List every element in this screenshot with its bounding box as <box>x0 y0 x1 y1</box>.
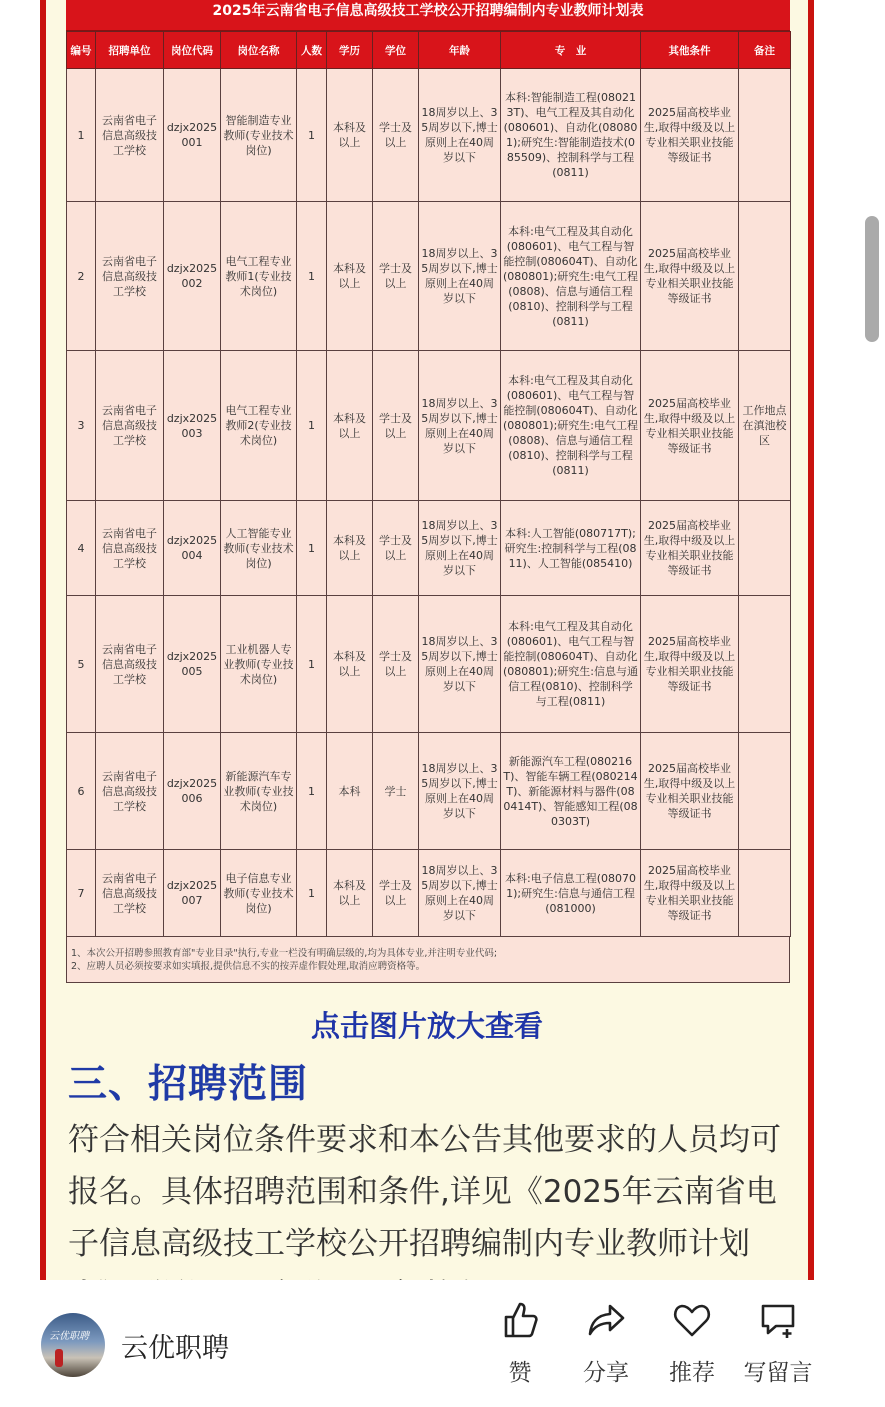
table-cell: 1 <box>297 69 327 202</box>
table-cell: 本科 <box>327 733 373 850</box>
table-cell: 本科及以上 <box>327 351 373 501</box>
share-arrow-icon <box>584 1298 628 1342</box>
table-cell: 本科及以上 <box>327 69 373 202</box>
table-cell: dzjx2025007 <box>164 850 221 937</box>
table-cell: 7 <box>67 850 96 937</box>
table-cell: 2 <box>67 202 96 351</box>
header-cell: 其他条件 <box>641 32 739 69</box>
table-cell: 1 <box>297 850 327 937</box>
table-cell: 工业机器人专业教师(专业技术岗位) <box>221 596 297 733</box>
table-cell: 云南省电子信息高级技工学校 <box>96 733 164 850</box>
table-cell: 本科:电气工程及其自动化(080601)、电气工程与智能控制(080604T)、自动化(080801);研究生:电气工程(0808)、信息与通信工程(0810)、控制科学与工程(0811) <box>501 351 641 501</box>
article-image-frame <box>40 0 814 1280</box>
table-cell: 工作地点在滇池校区 <box>739 351 791 501</box>
header-cell: 编号 <box>67 32 96 69</box>
table-note: 1、本次公开招聘参照教育部"专业目录"执行,专业一栏没有明确层级的,均为具体专业,并注明专业代码; <box>71 948 498 959</box>
like-button[interactable] <box>482 1298 558 1387</box>
table-cell: 18周岁以上、35周岁以下,博士原则上在40周岁以下 <box>419 351 501 501</box>
table-cell: dzjx2025005 <box>164 596 221 733</box>
table-cell: 人工智能专业教师(专业技术岗位) <box>221 501 297 596</box>
header-cell: 招聘单位 <box>96 32 164 69</box>
table-cell: 本科及以上 <box>327 202 373 351</box>
table-cell: 2025届高校毕业生,取得中级及以上专业相关职业技能等级证书 <box>641 69 739 202</box>
table-cell: 云南省电子信息高级技工学校 <box>96 351 164 501</box>
table-cell: 本科:电子信息工程(080701);研究生:信息与通信工程(081000) <box>501 850 641 937</box>
table-cell: 电子信息专业教师(专业技术岗位) <box>221 850 297 937</box>
heart-icon <box>670 1298 714 1342</box>
table-cell: 本科:智能制造工程(080213T)、电气工程及其自动化(080601)、自动化(080801);研究生:智能制造技术(085509)、控制科学与工程(0811) <box>501 69 641 202</box>
table-note: 2、应聘人员必须按要求如实填报,提供信息不实的按弄虚作假处理,取消应聘资格等。 <box>71 961 426 972</box>
table-cell: 电气工程专业教师1(专业技术岗位) <box>221 202 297 351</box>
table-cell: 1 <box>297 596 327 733</box>
share-button[interactable] <box>568 1298 644 1387</box>
table-cell: 2025届高校毕业生,取得中级及以上专业相关职业技能等级证书 <box>641 733 739 850</box>
table-row <box>67 850 791 937</box>
header-cell: 学位 <box>373 32 419 69</box>
table-cell: 2025届高校毕业生,取得中级及以上专业相关职业技能等级证书 <box>641 351 739 501</box>
table-title: 2025年云南省电子信息高级技工学校公开招聘编制内专业教师计划表 <box>66 0 790 31</box>
article-content <box>46 0 808 1280</box>
header-cell: 学历 <box>327 32 373 69</box>
scrollbar-thumb[interactable] <box>865 216 879 342</box>
table-cell: dzjx2025006 <box>164 733 221 850</box>
table-cell: 1 <box>297 202 327 351</box>
table-cell: 1 <box>67 69 96 202</box>
recruitment-table-image[interactable] <box>66 0 790 983</box>
table-cell: 学士及以上 <box>373 850 419 937</box>
table-cell: 18周岁以上、35周岁以下,博士原则上在40周岁以下 <box>419 733 501 850</box>
avatar-logo-text: 云优职聘 <box>49 1331 89 1342</box>
section-paragraph: 符合相关岗位条件要求和本公告其他要求的人员均可报名。具体招聘范围和条件,详见《2025年云南省电子信息高级技工学校公开招聘编制内专业教师计划 <box>68 1122 781 1262</box>
table-cell: 学士及以上 <box>373 501 419 596</box>
header-cell: 专 业 <box>501 32 641 69</box>
account-name[interactable]: 云优职聘 <box>121 1333 229 1364</box>
table-cell: 2025届高校毕业生,取得中级及以上专业相关职业技能等级证书 <box>641 202 739 351</box>
table-cell: 云南省电子信息高级技工学校 <box>96 596 164 733</box>
table-cell: 电气工程专业教师2(专业技术岗位) <box>221 351 297 501</box>
like-label: 赞 <box>508 1360 532 1386</box>
table-cell: 3 <box>67 351 96 501</box>
table-row <box>67 69 791 202</box>
table-cell <box>739 202 791 351</box>
table-cell: 本科及以上 <box>327 850 373 937</box>
table-cell: 本科:人工智能(080717T);研究生:控制科学与工程(0811)、人工智能(085410) <box>501 501 641 596</box>
table-cell: dzjx2025004 <box>164 501 221 596</box>
table-cell: 新能源汽车工程(080216T)、智能车辆工程(080214T)、新能源材料与器件(080414T)、智能感知工程(080303T) <box>501 733 641 850</box>
table-cell: 学士及以上 <box>373 596 419 733</box>
table-cell: 本科:电气工程及其自动化(080601)、电气工程与智能控制(080604T)、自动化(080801);研究生:电气工程(0808)、信息与通信工程(0810)、控制科学与工程(0811) <box>501 202 641 351</box>
table-cell: 2025届高校毕业生,取得中级及以上专业相关职业技能等级证书 <box>641 501 739 596</box>
table-cell: 4 <box>67 501 96 596</box>
table-cell: 云南省电子信息高级技工学校 <box>96 850 164 937</box>
table-cell: 学士及以上 <box>373 69 419 202</box>
table-cell: 学士及以上 <box>373 202 419 351</box>
table-cell: 5 <box>67 596 96 733</box>
table-cell: 2025届高校毕业生,取得中级及以上专业相关职业技能等级证书 <box>641 850 739 937</box>
table-cell: 云南省电子信息高级技工学校 <box>96 202 164 351</box>
table-cell: dzjx2025003 <box>164 351 221 501</box>
table-cell <box>739 733 791 850</box>
write-comment-button[interactable] <box>740 1298 816 1387</box>
table-cell: dzjx2025002 <box>164 202 221 351</box>
table-cell: 1 <box>297 501 327 596</box>
table-header-row <box>67 32 791 69</box>
table-row <box>67 596 791 733</box>
header-cell: 岗位代码 <box>164 32 221 69</box>
table-cell <box>739 501 791 596</box>
avatar-figure <box>55 1349 63 1367</box>
header-cell: 人数 <box>297 32 327 69</box>
recommend-button[interactable] <box>654 1298 730 1387</box>
table-cell: 1 <box>297 733 327 850</box>
table-cell: 本科及以上 <box>327 596 373 733</box>
section-title: 三、招聘范围 <box>68 1062 309 1107</box>
table-cell: 本科及以上 <box>327 501 373 596</box>
table-cell: 新能源汽车专业教师(专业技术岗位) <box>221 733 297 850</box>
table-row <box>67 351 791 501</box>
table-cell: 学士 <box>373 733 419 850</box>
table-cell: 18周岁以上、35周岁以下,博士原则上在40周岁以下 <box>419 596 501 733</box>
recommend-label: 推荐 <box>669 1360 715 1386</box>
table-cell <box>739 850 791 937</box>
header-cell: 年龄 <box>419 32 501 69</box>
table-cell: 云南省电子信息高级技工学校 <box>96 501 164 596</box>
comment-add-icon <box>756 1298 800 1342</box>
table-cell <box>739 596 791 733</box>
table-cell: 2025届高校毕业生,取得中级及以上专业相关职业技能等级证书 <box>641 596 739 733</box>
recruitment-table <box>66 31 791 937</box>
table-cell: 云南省电子信息高级技工学校 <box>96 69 164 202</box>
table-cell <box>739 69 791 202</box>
write-comment-label: 写留言 <box>743 1360 813 1386</box>
table-cell: 18周岁以上、35周岁以下,博士原则上在40周岁以下 <box>419 202 501 351</box>
table-cell: 1 <box>297 351 327 501</box>
table-cell: 18周岁以上、35周岁以下,博士原则上在40周岁以下 <box>419 850 501 937</box>
header-cell: 岗位名称 <box>221 32 297 69</box>
table-cell: 智能制造专业教师(专业技术岗位) <box>221 69 297 202</box>
table-row <box>67 501 791 596</box>
table-cell: 18周岁以上、35周岁以下,博士原则上在40周岁以下 <box>419 69 501 202</box>
table-cell: 6 <box>67 733 96 850</box>
share-label: 分享 <box>583 1360 629 1386</box>
table-cell: 18周岁以上、35周岁以下,博士原则上在40周岁以下 <box>419 501 501 596</box>
table-row <box>67 202 791 351</box>
table-notes <box>66 937 790 983</box>
table-cell: dzjx2025001 <box>164 69 221 202</box>
thumbs-up-icon <box>498 1298 542 1342</box>
click-to-enlarge-hint[interactable]: 点击图片放大查看 <box>310 1009 543 1043</box>
table-row <box>67 733 791 850</box>
avatar[interactable] <box>41 1313 105 1377</box>
table-cell: 学士及以上 <box>373 351 419 501</box>
header-cell: 备注 <box>739 32 791 69</box>
table-cell: 本科:电气工程及其自动化(080601)、电气工程与智能控制(080604T)、自动化(080801);研究生:信息与通信工程(0810)、控制科学与工程(0811) <box>501 596 641 733</box>
